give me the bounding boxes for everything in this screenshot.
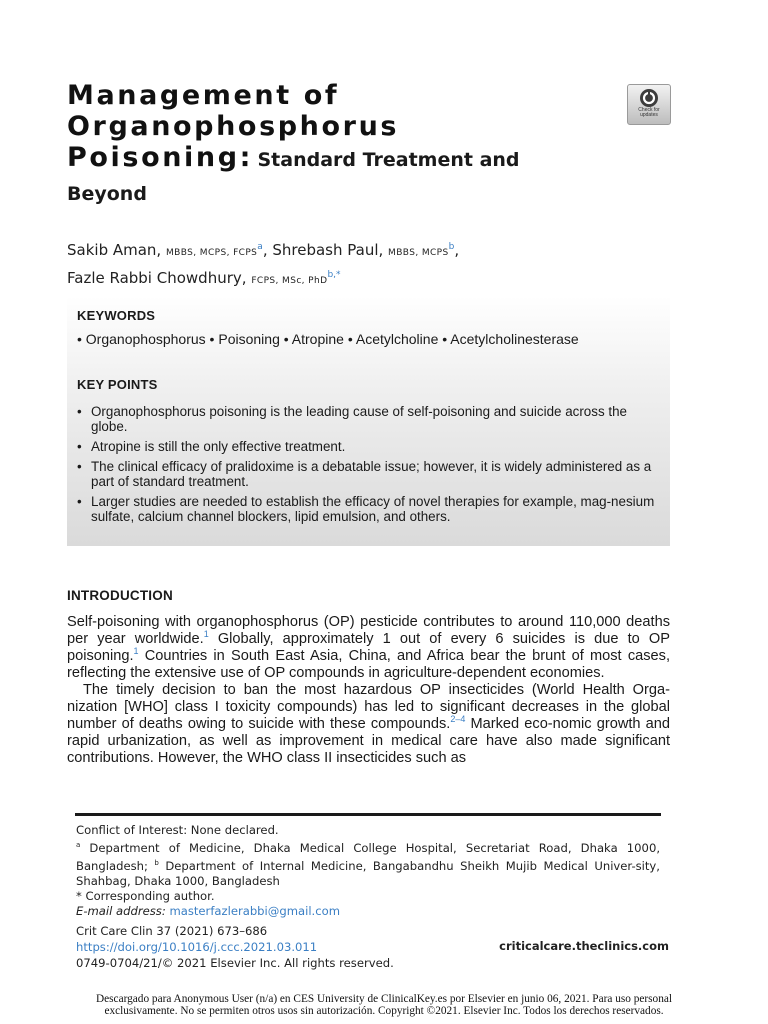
reference-link[interactable]: 1 (133, 646, 139, 657)
reference-link[interactable]: 1 (203, 629, 209, 640)
affiliation-mark: b (154, 858, 159, 867)
introduction-body (67, 614, 670, 767)
title-line-3-main: Poisoning: (67, 142, 254, 173)
email-line (76, 904, 660, 919)
author-list (67, 236, 687, 292)
key-points-heading: KEY POINTS (77, 377, 158, 392)
key-point-item: • Larger studies are needed to establish the efficacy of novel therapies for example, mag-nesium sulfate, calcium channel blockers, lipid emulsion, and others. (77, 494, 657, 524)
issn-copyright: 0749-0704/21/© 2021 Elsevier Inc. All rights reserved. (76, 956, 394, 970)
author-name: Sakib Aman, (67, 241, 162, 259)
keywords-keypoints-box (67, 296, 670, 546)
journal-citation: Crit Care Clin 37 (2021) 673–686 (76, 924, 268, 938)
author-name: Fazle Rabbi Chowdhury, (67, 269, 247, 287)
paragraph (67, 614, 670, 682)
key-point-item: • Atropine is still the only effective treatment. (77, 439, 657, 454)
affiliations (76, 838, 660, 889)
affiliation-mark: a (76, 841, 81, 849)
author-degrees: FCPS, MSc, PhD (251, 276, 328, 286)
author-affiliation-mark[interactable]: a (257, 242, 263, 252)
email-label: E-mail address: (76, 903, 166, 918)
paragraph-text: The timely decision to ban the most hazardous OP insecticides (World Health Orga-nization [WHO] class I toxicity compounds) has led to significant decreases in the global number of deaths owing to suicide with these compounds. (67, 682, 670, 732)
title-line-3 (67, 142, 607, 177)
author-name: Shrebash Paul, (272, 241, 384, 259)
paragraph-text: Marked eco-nomic growth and rapid urbanization, as well as improvement in medical care have also made significant contributions. However, the WHO class II insecticides such as (67, 716, 670, 766)
introduction-heading: INTRODUCTION (67, 588, 173, 603)
check-for-updates-label: Check for updates (638, 107, 660, 118)
paragraph (67, 682, 670, 767)
title-line-1: Management of (67, 80, 340, 111)
keyword-item: Acetylcholinesterase (450, 331, 579, 347)
key-point-item: • The clinical efficacy of pralidoxime is a debatable issue; however, it is widely administered as a part of standard treatment. (77, 459, 657, 489)
author-affiliation-mark[interactable]: b,* (327, 270, 341, 280)
paragraph-text: Globally, approximately 1 out of every 6 suicides is due to OP poisoning. (67, 631, 670, 664)
keywords-list: • Organophosphorus • Poisoning • Atropine • Acetylcholine • Acetylcholinesterase (77, 331, 579, 347)
footnotes (76, 823, 660, 919)
bookmark-check-icon (639, 88, 659, 108)
key-point-item: • Organophosphorus poisoning is the leading cause of self-poisoning and suicide across the globe. (77, 404, 657, 434)
key-points-list (77, 404, 657, 529)
article-title (67, 80, 607, 211)
title-line-2: Organophosphorus (67, 111, 400, 142)
keyword-item: Atropine (291, 331, 344, 347)
author-line-1: Sakib Aman, MBBS, MCPS, FCPS$^a$, Shrebash Paul, MBBS, MCPS$^b$, (67, 241, 460, 259)
author-degrees: MBBS, MCPS, FCPS (165, 248, 258, 258)
keyword-item: Organophosphorus (85, 331, 206, 347)
journal-website[interactable]: criticalcare.theclinics.com (499, 939, 669, 953)
conflict-of-interest: Conflict of Interest: None declared. (76, 823, 279, 837)
download-notice-line-2: exclusivamente. No se permiten otros usos sin autorización. Copyright ©2021. Elsevier Inc. Todos los derechos reservados. (104, 1005, 664, 1017)
reference-link[interactable]: 2–4 (450, 714, 466, 725)
paragraph-text: Self-poisoning with organophosphorus (OP) pesticide contributes to around 110,000 deaths per year worldwide. (67, 614, 670, 647)
author-affiliation-mark[interactable]: b (448, 242, 455, 252)
corresponding-author: * Corresponding author. (76, 888, 215, 903)
author-line-2 (67, 264, 687, 292)
title-subtitle-part2: Beyond (67, 183, 147, 205)
title-subtitle-part1: Standard Treatment and (257, 149, 520, 171)
doi-link[interactable]: https://doi.org/10.1016/j.ccc.2021.03.011 (76, 940, 318, 954)
email-link[interactable]: masterfazlerabbi@gmail.com (169, 903, 340, 918)
paragraph-text: Countries in South East Asia, China, and Africa bear the brunt of most cases, reflecting the extensive use of OP compounds in agriculture-dependent economies. (67, 648, 670, 681)
affiliation-text: Department of Medicine, Dhaka Medical College Hospital, Secretariat Road, Dhaka 1000, Bangladesh; (76, 840, 660, 873)
keyword-item: Poisoning (218, 331, 280, 347)
check-for-updates-badge[interactable] (627, 84, 671, 125)
keyword-item: Acetylcholine (355, 331, 439, 347)
footnote-divider (75, 813, 661, 816)
affiliation-text: Department of Internal Medicine, Bangabandhu Sheikh Mujib Medical Univer-sity, Shahbag, Dhaka 1000, Bangladesh (76, 858, 660, 888)
download-notice (20, 993, 748, 1017)
author-degrees: MBBS, MCPS (388, 248, 449, 258)
keywords-heading: KEYWORDS (77, 308, 156, 323)
download-notice-line-1: Descargado para Anonymous User (n/a) en CES University de ClinicalKey.es por Elsevier en junio 06, 2021. Para uso personal (95, 993, 672, 1005)
